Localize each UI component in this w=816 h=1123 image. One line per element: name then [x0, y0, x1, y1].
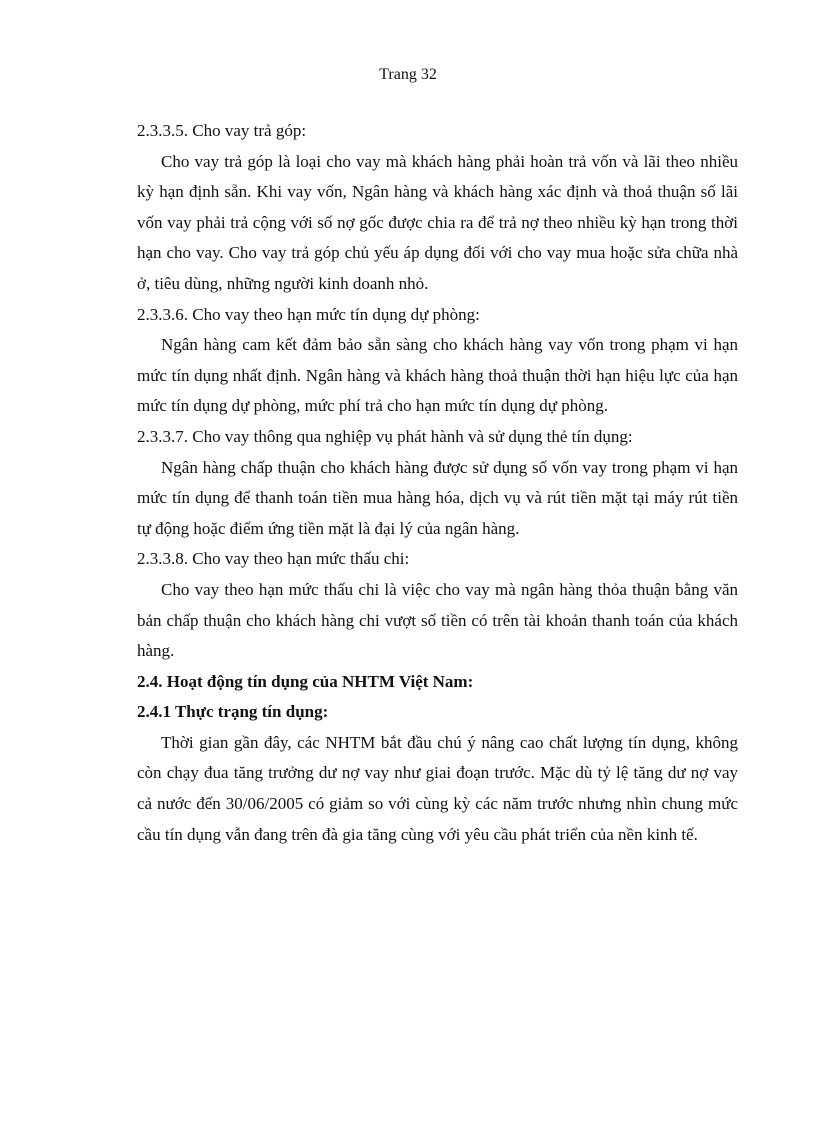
- section-heading-2-3-3-8: 2.3.3.8. Cho vay theo hạn mức thấu chi:: [137, 549, 410, 569]
- section-heading-2-3-3-5: 2.3.3.5. Cho vay trả góp:: [137, 121, 307, 140]
- section-heading-2-3-3-6: 2.3.3.6. Cho vay theo hạn mức tín dụng dự phòng:: [137, 304, 480, 324]
- section-paragraph-2-3-3-7: Ngân hàng chấp thuận cho khách hàng được sử dụng số vốn vay trong phạm vi hạn mức tín dụng để thanh toán tiền mua hàng hóa, dịch vụ và rút tiền mặt tại máy rút tiền tự động hoặc điểm ứng tiền mặt là đại lý của ngân hàng.: [137, 457, 738, 538]
- page-content: [137, 116, 738, 850]
- section-paragraph-2-3-3-8: Cho vay theo hạn mức thấu chi là việc cho vay mà ngân hàng thỏa thuận bằng văn bản chấp thuận cho khách hàng chi vượt số tiền có trên tài khoản thanh toán của khách hàng.: [137, 579, 738, 661]
- section-heading-2-4: 2.4. Hoạt động tín dụng của NHTM Việt Nam:: [137, 671, 474, 691]
- page-number: Trang 32: [379, 66, 437, 83]
- section-paragraph-2-3-3-6: Ngân hàng cam kết đảm bảo sẵn sàng cho khách hàng vay vốn trong phạm vi hạn mức tín dụng nhất định. Ngân hàng và khách hàng thoả thuận thời hạn hiệu lực của hạn mức tín dụng dự phòng, mức phí trả cho hạn mức tín dụng dự phòng.: [137, 335, 738, 416]
- section-heading-2-4-1: 2.4.1 Thực trạng tín dụng:: [137, 702, 329, 722]
- section-paragraph-2-4-1: Thời gian gần đây, các NHTM bắt đầu chú ý nâng cao chất lượng tín dụng, không còn chạy đua tăng trưởng dư nợ vay như giai đoạn trước. Mặc dù tỷ lệ tăng dư nợ vay cả nước đến 30/06/2005 có giảm so với cùng kỳ các năm trước nhưng nhìn chung mức cầu tín dụng vẫn đang trên đà gia tăng cùng với yêu cầu phát triển của nền kinh tế.: [137, 732, 738, 844]
- section-heading-2-3-3-7: 2.3.3.7. Cho vay thông qua nghiệp vụ phát hành và sử dụng thẻ tín dụng:: [137, 426, 633, 446]
- section-paragraph-2-3-3-5: Cho vay trả góp là loại cho vay mà khách hàng phải hoàn trả vốn và lãi theo nhiều kỳ hạn định sẵn. Khi vay vốn, Ngân hàng và khách hàng xác định và thoả thuận số lãi vốn vay phải trả cộng với số nợ gốc được chia ra để trả nợ theo nhiều kỳ hạn trong thời hạn cho vay. Cho vay trả góp chủ yếu áp dụng đối với cho vay mua hoặc sửa chữa nhà ở, tiêu dùng, những người kinh doanh nhỏ.: [137, 151, 738, 293]
